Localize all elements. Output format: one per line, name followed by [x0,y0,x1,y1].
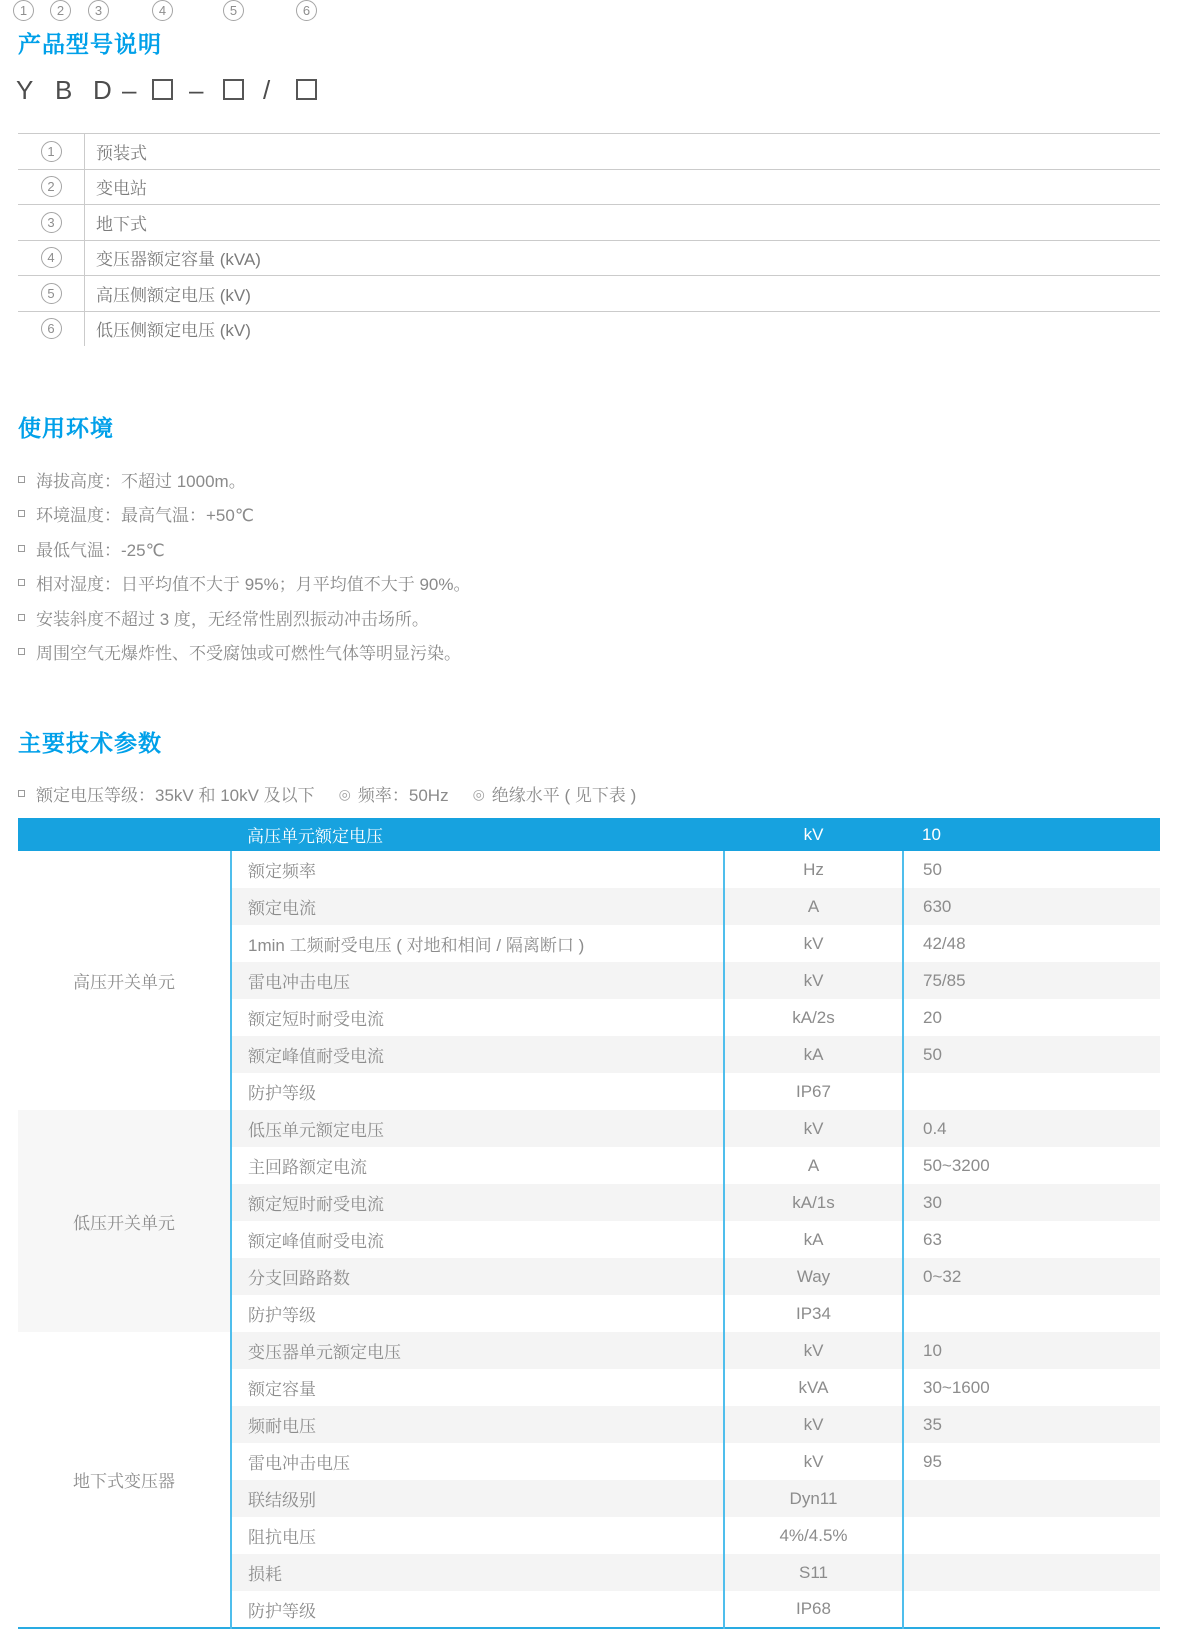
cell-param: 雷电冲击电压 [231,962,724,999]
cell-value [903,1480,1160,1517]
intro-segment: 额定电压等级：35kV 和 10kV 及以下 [18,781,315,806]
environment-section-title: 使用环境 [18,415,114,441]
cell-unit: IP34 [724,1295,903,1332]
cell-param: 1min 工频耐受电压 ( 对地和相间 / 隔离断口 ) [231,925,724,962]
environment-item: 安装斜度不超过 3 度，无经常性剧烈振动冲击场所。 [18,600,471,635]
legend-num: 6 [41,318,62,339]
cell-value [903,1295,1160,1332]
legend-num: 2 [41,176,62,197]
cell-param: 额定频率 [231,851,724,888]
cell-unit: IP68 [724,1591,903,1628]
cell-param: 额定容量 [231,1369,724,1406]
cell-unit: kVA [724,1369,903,1406]
cell-unit: 4%/4.5% [724,1517,903,1554]
cell-unit: Way [724,1258,903,1295]
cell-value: 30~1600 [903,1369,1160,1406]
square-bullet-icon [18,614,25,621]
spec-table-body [18,818,1160,1628]
square-bullet-icon [18,648,25,655]
legend-row [18,275,1160,311]
cell-value: 75/85 [903,962,1160,999]
model-dash: – [189,75,204,105]
legend-row [18,133,1160,169]
header-unit: kV [724,818,903,851]
cell-param: 低压单元额定电压 [231,1110,724,1147]
cell-unit: kV [724,925,903,962]
legend-label: 变电站 [96,179,147,199]
cell-value: 30 [903,1184,1160,1221]
legend-label: 高压侧额定电压 (kV) [96,285,251,305]
params-intro-line [18,781,636,806]
cell-unit: Hz [724,851,903,888]
cell-value [903,1554,1160,1591]
cell-param: 阻抗电压 [231,1517,724,1554]
square-bullet-icon [18,545,25,552]
cell-param: 额定短时耐受电流 [231,999,724,1036]
model-letter-d: D [93,75,112,105]
header-param: 高压单元额定电压 [231,818,724,851]
model-slash: / [263,75,271,105]
cell-unit: Dyn11 [724,1480,903,1517]
model-letter-y: Y [16,75,34,105]
cell-value [903,1073,1160,1110]
cell-value: 20 [903,999,1160,1036]
cell-value: 10 [903,1332,1160,1369]
cell-unit: kA [724,1036,903,1073]
cell-param: 损耗 [231,1554,724,1591]
cell-param: 额定电流 [231,888,724,925]
intro-segment: ◎ 绝缘水平 ( 见下表 ) [472,785,637,805]
legend-label: 地下式 [96,214,147,234]
environment-item: 周围空气无爆炸性、不受腐蚀或可燃性气体等明显污染。 [18,635,471,670]
ring-bullet-icon: ◎ [338,785,351,802]
legend-num: 4 [41,247,62,268]
cell-value: 35 [903,1406,1160,1443]
cell-unit: kV [724,1406,903,1443]
circled-number-3: 3 [88,0,109,21]
cell-unit: kV [724,1443,903,1480]
cell-param: 防护等级 [231,1591,724,1628]
legend-label: 低压侧额定电压 (kV) [96,321,251,341]
group-label: 低压开关单元 [18,1110,231,1332]
model-dash: – [122,75,137,105]
header-spacer [18,818,231,851]
cell-param: 联结级别 [231,1480,724,1517]
cell-unit: kA [724,1221,903,1258]
legend-num: 5 [41,283,62,304]
spec-table [18,818,1160,1629]
legend-num: 1 [41,141,62,162]
environment-item: 相对湿度：日平均值不大于 95%；月平均值不大于 90%。 [18,566,471,601]
intro-segment: ◎ 频率：50Hz [338,785,449,805]
spec-header-row [18,818,1160,851]
model-placeholder-box [296,79,317,100]
cell-unit: kA/2s [724,999,903,1036]
cell-value [903,1591,1160,1628]
model-letter-b: B [55,75,73,105]
cell-unit: kV [724,962,903,999]
ring-bullet-icon: ◎ [472,785,485,802]
legend-num: 3 [41,212,62,233]
group-label: 高压开关单元 [18,851,231,1110]
cell-unit: kA/1s [724,1184,903,1221]
cell-value: 50 [903,1036,1160,1073]
legend-row [18,311,1160,347]
cell-value: 630 [903,888,1160,925]
square-bullet-icon [18,579,25,586]
model-section-title: 产品型号说明 [18,31,162,57]
square-bullet-icon [18,510,25,517]
environment-item: 环境温度：最高气温：+50℃ [18,497,471,532]
header-value: 10 [903,818,1160,851]
cell-param: 防护等级 [231,1295,724,1332]
model-placeholder-box [152,79,173,100]
circled-number-5: 5 [223,0,244,21]
square-bullet-icon [18,790,25,797]
cell-param: 变压器单元额定电压 [231,1332,724,1369]
cell-unit: S11 [724,1554,903,1591]
cell-value [903,1517,1160,1554]
cell-unit: A [724,1147,903,1184]
environment-list [18,462,471,669]
cell-value: 0.4 [903,1110,1160,1147]
cell-param: 频耐电压 [231,1406,724,1443]
cell-value: 0~32 [903,1258,1160,1295]
model-placeholder-box [223,79,244,100]
cell-unit: kV [724,1110,903,1147]
spec-row [18,1110,1160,1147]
cell-unit: kV [724,1332,903,1369]
cell-param: 额定峰值耐受电流 [231,1221,724,1258]
cell-param: 雷电冲击电压 [231,1443,724,1480]
cell-value: 63 [903,1221,1160,1258]
cell-param: 防护等级 [231,1073,724,1110]
legend-row [18,240,1160,276]
params-section-title: 主要技术参数 [18,730,162,756]
circled-number-2: 2 [50,0,71,21]
cell-param: 主回路额定电流 [231,1147,724,1184]
legend-row [18,204,1160,240]
circled-number-4: 4 [152,0,173,21]
spec-row [18,1332,1160,1369]
cell-unit: IP67 [724,1073,903,1110]
group-label: 地下式变压器 [18,1332,231,1628]
cell-value: 50~3200 [903,1147,1160,1184]
cell-unit: A [724,888,903,925]
circled-number-6: 6 [296,0,317,21]
spec-row [18,851,1160,888]
environment-item: 海拔高度：不超过 1000m。 [18,462,471,497]
model-legend-table [18,133,1160,346]
circled-number-1: 1 [13,0,34,21]
environment-item: 最低气温：-25℃ [18,531,471,566]
cell-value: 42/48 [903,925,1160,962]
legend-label: 变压器额定容量 (kVA) [96,250,261,270]
legend-row [18,169,1160,205]
cell-param: 分支回路路数 [231,1258,724,1295]
cell-param: 额定峰值耐受电流 [231,1036,724,1073]
square-bullet-icon [18,476,25,483]
cell-value: 95 [903,1443,1160,1480]
cell-param: 额定短时耐受电流 [231,1184,724,1221]
legend-label: 预装式 [96,143,147,163]
cell-value: 50 [903,851,1160,888]
